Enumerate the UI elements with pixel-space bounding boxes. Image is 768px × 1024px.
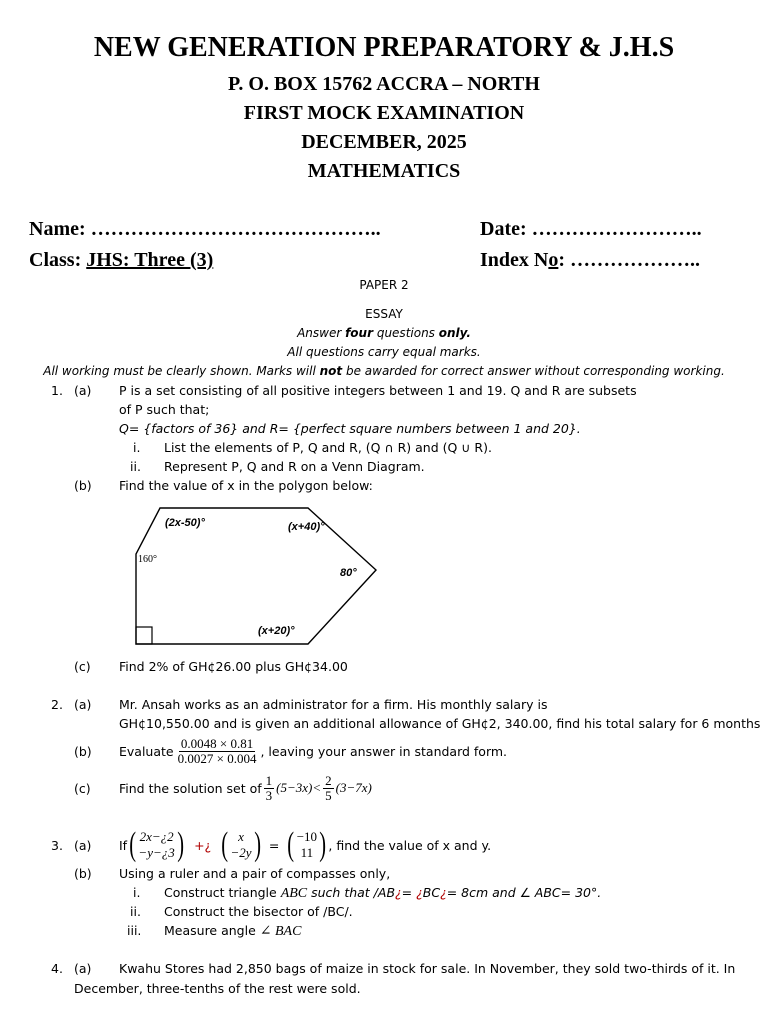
q1a-line3: Q= {factors of 36} and R= {perfect square numbers between 1 and 20}.: [119, 421, 581, 436]
q3b-iii-pre: Measure angle: [164, 923, 260, 938]
working-bold: not: [319, 364, 343, 378]
q1a-line1: P is a set consisting of all positive integers between 1 and 19. Q and R are subsets: [119, 383, 637, 398]
index-label-b: o: [548, 249, 559, 271]
m2-row2: −2y: [230, 845, 252, 860]
q1a-ii-text: Represent P, Q and R on a Venn Diagram.: [164, 459, 425, 474]
school-name: NEW GENERATION PREPARATORY & J.H.S: [93, 32, 675, 63]
q3b-i-end: = 8cm and ∠ ABC= 30°.: [446, 885, 602, 900]
q4-number: 4.: [51, 961, 63, 976]
m2-row1: x: [238, 829, 244, 845]
q2c-end: (3−7x): [335, 780, 372, 795]
equal-marks-instruction: All questions carry equal marks.: [287, 345, 481, 359]
class-value: JHS: Three (3): [86, 249, 214, 271]
q1b-label: (b): [74, 478, 92, 493]
q3b-label: (b): [74, 866, 92, 881]
q3b-i-label: i.: [133, 885, 141, 900]
q3b-i-bc: BC: [422, 885, 441, 900]
class-field: [29, 249, 213, 272]
index-label-c: :: [558, 249, 566, 271]
q2b-label: (b): [74, 744, 92, 759]
exam-date: DECEMBER, 2025: [301, 131, 467, 153]
school-address: P. O. BOX 15762 ACCRA – NORTH: [228, 73, 540, 95]
q1a-i-label: i.: [133, 440, 141, 455]
q4a-label: (a): [74, 961, 92, 976]
name-label: Name:: [29, 218, 86, 240]
q2b-denominator: 0.0027 × 0.004: [177, 750, 257, 766]
angle-label-left: 160°: [138, 554, 157, 565]
answer-pre: Answer: [297, 326, 346, 340]
q2c-fraction-2: [323, 774, 334, 802]
q2b-expression: [119, 731, 507, 771]
q3a-post: , find the value of x and y.: [328, 837, 492, 853]
q2c-f2-den: 5: [325, 787, 332, 803]
q1a-label: (a): [74, 383, 92, 398]
matrix-2: ( x −2y ): [221, 826, 261, 863]
q1a-i-text: List the elements of P, Q and R, (Q ∩ R) and (Q ∪ R).: [164, 440, 492, 455]
q3b-ii-label: ii.: [130, 904, 141, 919]
date-field: [480, 218, 702, 241]
polygon-figure: [118, 502, 380, 654]
q4a-line1: Kwahu Stores had 2,850 bags of maize in stock for sale. In November, they sold two-thirds of it. In: [119, 961, 736, 976]
right-angle-marker: [136, 627, 152, 644]
m3-row2: 11: [300, 845, 314, 860]
exam-title: FIRST MOCK EXAMINATION: [243, 102, 525, 124]
q3b-i-eq: =: [401, 885, 417, 900]
answer-instruction: [0, 326, 768, 340]
q3a-if: If: [119, 837, 128, 853]
q3b-iii-text: [164, 923, 301, 940]
q3b-ii-text: Construct the bisector of /BC/.: [164, 904, 353, 919]
q2c-expression: [119, 768, 372, 808]
matrix-1: ( 2x−¿2 −y−¿3 ): [129, 826, 184, 863]
q3b-i-text: [164, 885, 601, 902]
q3b-iii-angle: ∠ BAC: [259, 924, 302, 939]
answer-bold: four: [345, 326, 374, 340]
q3b-i-red3: ¿: [440, 885, 447, 900]
m1-row2: −y−¿3: [138, 845, 175, 860]
q1b-text: Find the value of x in the polygon below:: [119, 478, 373, 493]
q2c-pre: Find the solution set of: [119, 780, 262, 796]
q3a-label: (a): [74, 838, 92, 853]
paper-label: PAPER 2: [359, 278, 409, 292]
angle-label-right: 80°: [340, 567, 357, 579]
angle-label-bottom: (x+20)°: [258, 625, 295, 637]
q2c-mid: (5−3x)<: [276, 780, 322, 795]
q3b-i-mid: such that /AB: [307, 885, 396, 900]
angle-label-top-right: (x+40)°: [288, 521, 325, 533]
angle-label-top-left: (2x-50)°: [165, 517, 205, 529]
subject-title: MATHEMATICS: [307, 160, 461, 182]
q3b-i-pre: Construct triangle: [164, 885, 281, 900]
m3-row1: −10: [296, 829, 318, 845]
q2c-f2-num: 2: [325, 772, 332, 788]
q1a-ii-label: ii.: [130, 459, 141, 474]
index-field: [480, 249, 700, 272]
matrix-3: ( −10 11 ): [287, 826, 327, 863]
date-dots: ……………………..: [531, 218, 702, 240]
q3a-expression: [119, 824, 491, 866]
q2b-pre: Evaluate: [119, 743, 174, 759]
name-field: [29, 218, 381, 241]
q2a-label: (a): [74, 697, 92, 712]
q3b-i-red2: ¿: [416, 885, 423, 900]
q2b-post: , leaving your answer in standard form.: [260, 743, 508, 759]
q2b-numerator: 0.0048 × 0.81: [180, 735, 254, 751]
equals-sign: =: [268, 837, 280, 853]
working-instruction: [0, 364, 768, 378]
answer-end: only.: [438, 326, 471, 340]
q2-number: 2.: [51, 697, 63, 712]
answer-mid: questions: [373, 326, 439, 340]
q2c-fraction-1: [264, 774, 275, 802]
index-label-a: Index N: [480, 249, 549, 271]
class-label: Class:: [29, 249, 82, 271]
index-dots: ………………..: [570, 249, 701, 271]
q2a-line1: Mr. Ansah works as an administrator for a firm. His monthly salary is: [119, 697, 548, 712]
q2b-fraction: [176, 737, 259, 765]
q1-number: 1.: [51, 383, 63, 398]
q2c-label: (c): [74, 781, 91, 796]
name-dots: ……………………………………..: [90, 218, 381, 240]
q2c-f1-den: 3: [265, 787, 273, 803]
q1c-text: Find 2% of GH¢26.00 plus GH¢34.00: [119, 659, 348, 674]
q1c-label: (c): [74, 659, 91, 674]
essay-label: ESSAY: [365, 307, 403, 321]
working-post: be awarded for correct answer without corresponding working.: [342, 364, 725, 378]
q4a-line2: December, three-tenths of the rest were sold.: [74, 981, 361, 996]
q2a-line2: GH¢10,550.00 and is given an additional allowance of GH¢2, 340.00, find his total salary for 6 months: [119, 716, 761, 731]
q3-number: 3.: [51, 838, 63, 853]
q3b-i-abc: ABC: [280, 886, 308, 901]
working-pre: All working must be clearly shown. Marks will: [43, 364, 320, 378]
q1a-line2: of P such that;: [119, 402, 210, 417]
q2c-f1-num: 1: [265, 772, 273, 788]
date-label: Date:: [480, 218, 527, 240]
q3b-i-red1: ¿: [395, 885, 402, 900]
q3b-iii-label: iii.: [127, 923, 142, 938]
plus-sign: +¿: [194, 837, 212, 853]
q3b-text: Using a ruler and a pair of compasses only,: [119, 866, 391, 881]
m1-row1: 2x−¿2: [139, 829, 174, 845]
